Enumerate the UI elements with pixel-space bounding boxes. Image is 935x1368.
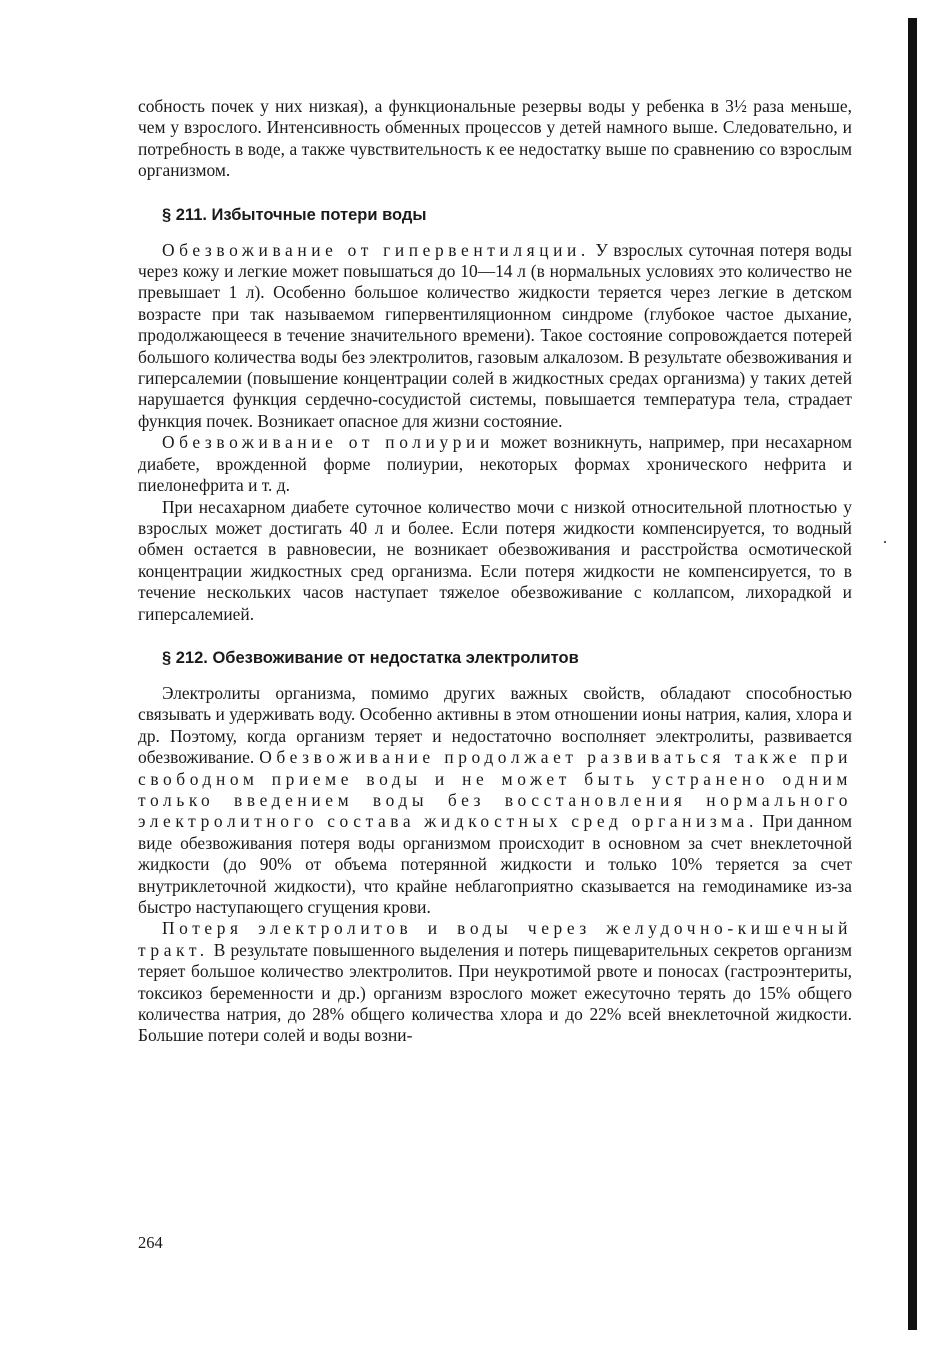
section-211-paragraph-2: Обезвоживание от полиурии может возникнуть, например, при несахарном диабете, врожденной форме полиурии, некоторых формах хронического нефрита и пиелонефрита и т. д.: [138, 432, 852, 496]
term-gi-loss: Потеря электролитов и воды через желудочно-кишечный тракт.: [138, 918, 852, 960]
scan-edge-bar: [908, 18, 917, 1330]
book-page: [138, 96, 852, 1047]
section-212-paragraph-1: Электролиты организма, помимо других важных свойств, обладают способностью связывать и удерживать воду. Особенно активны в этом отношении ионы натрия, калия, хлора и др. Поэтому, когда организм теряет и недостаточно восполняет электролиты, развивается обезвоживание. Обезвоживание продолжает развиваться также при свободном приеме воды и не может быть устранено одним только введением воды без восстановления нормального электролитного состава жидкостных сред организма. При данном виде обезвоживания потеря воды организмом происходит в основном за счет внеклеточной жидкости (до 90% от объема потерянной жидкости и только 10% теряется за счет внутриклеточной жидкости), что крайне неблагоприятно сказывается на гемодинамике из-за быстро наступающего сгущения крови.: [138, 682, 852, 917]
term-hyperventilation: Обезвоживание от гипервентиляции.: [162, 239, 590, 260]
emphasized-statement: Обезвоживание продолжает развиваться также при свободном приеме воды и не может быть устранено одним только введением воды без восстановления нормального электролитного состава жидкостных сред организма.: [138, 747, 852, 832]
section-211-heading: § 211. Избыточные потери воды: [162, 205, 427, 224]
section-211-paragraph-3: При несахарном диабете суточное количество мочи с низкой относительной плотностью у взрослых может достигать 40 л и более. Если потеря жидкости компенсируется, то водный обмен остается в равновесии, не возникает обезвоживания и расстройства осмотической концентрации жидкостных сред организма. Если потеря жидкости не компенсируется, то в течение нескольких часов наступает тяжелое обезвоживание с коллапсом, лихорадкой и гиперсалемией.: [138, 496, 852, 624]
section-211-paragraph-1: Обезвоживание от гипервентиляции. У взрослых суточная потеря воды через кожу и легкие может повышаться до 10—14 л (в нормальных условиях это количество не превышает 1 л). Особенно большое количество жидкости теряется через легкие в детском возрасте при так называемом гипервентиляционном синдроме (глубокое частое дыхание, продолжающееся в течение значительного времени). Такое состояние сопровождается потерей большого количества воды без электролитов, газовым алкалозом. В результате обезвоживания и гиперсалемии (повышение концентрации солей в жидкостных средах организма) у таких детей нарушается функция сердечно-сосудистой системы, повышается температура тела, страдает функция почек. Возникает опасное для жизни состояние.: [138, 239, 852, 431]
term-polyuria: Обезвоживание от полиурии: [162, 432, 494, 453]
scan-speck: [884, 541, 886, 543]
section-212-heading: § 212. Обезвоживание от недостатка электролитов: [162, 648, 579, 667]
section-212-paragraph-2: Потеря электролитов и воды через желудочно-кишечный тракт. В результате повышенного выделения и потерь пищеварительных секретов организм теряет большое количество электролитов. При неукротимой рвоте и поносах (гастроэнтериты, токсикоз беременности и др.) организм взрослого может ежесуточно терять до 15% общего количества натрия, до 28% общего количества хлора и до 22% всей внеклеточной жидкости. Большие потери солей и воды возни-: [138, 918, 852, 1046]
page-number: 264: [138, 1233, 163, 1252]
intro-paragraph: собность почек у них низкая), а функциональные резервы воды у ребенка в 3½ раза меньше, чем у взрослого. Интенсивность обменных процессов у детей намного выше. Следовательно, и потребность в воде, а также чувствительность к ее недостатку выше по сравнению со взрослым организмом.: [138, 96, 852, 181]
